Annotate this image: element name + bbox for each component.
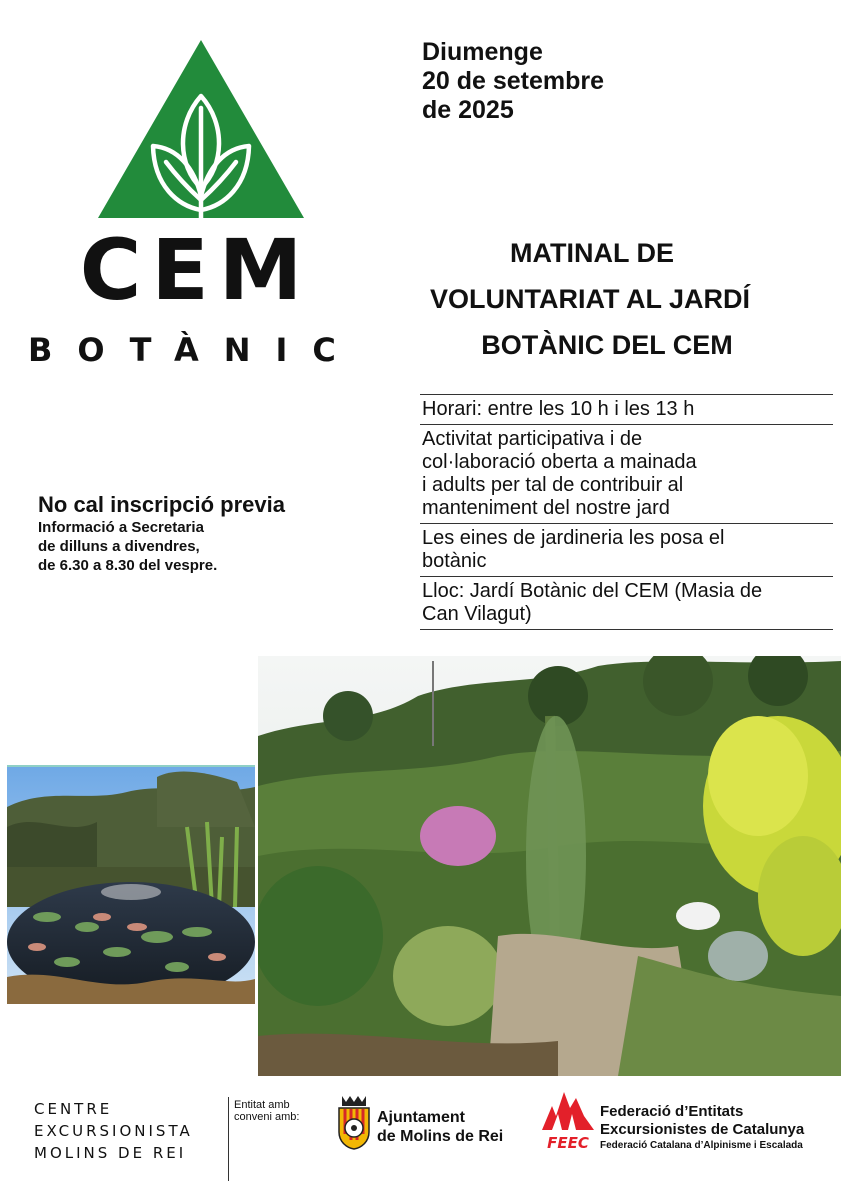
pond-photo	[7, 765, 255, 1004]
ajuntament-shield-icon	[336, 1094, 372, 1150]
info-table	[420, 394, 833, 630]
conveni-line: conveni amb:	[234, 1111, 300, 1123]
title-line: MATINAL DE	[510, 238, 674, 268]
feec-abbr: FEEC	[547, 1134, 589, 1152]
cem-footer-name	[34, 1098, 193, 1164]
ajuntament-line: de Molins de Rei	[377, 1128, 504, 1145]
activity-text: Activitat participativa i de	[422, 428, 643, 450]
garden-photo	[258, 656, 841, 1076]
ajuntament-line: Ajuntament	[377, 1109, 465, 1126]
date-line: 20 de setembre	[422, 67, 605, 95]
footer-line: MOLINS DE REI	[34, 1144, 187, 1162]
logo-wordmark: CEM	[79, 221, 313, 319]
tools-row	[420, 523, 833, 576]
tools-text: botànic	[422, 550, 487, 572]
footer-line: CENTRE	[34, 1100, 113, 1118]
footer-divider	[228, 1097, 229, 1181]
activity-text: i adults per tal de contribuir al	[422, 474, 684, 496]
registration-title: No cal inscripció previa	[38, 492, 285, 517]
conveni-label	[234, 1099, 299, 1123]
schedule-row	[420, 394, 833, 424]
registration-line: de 6.30 a 8.30 del vespre.	[38, 557, 218, 574]
schedule-text: Horari: entre les 10 h i les 13 h	[422, 398, 695, 420]
ajuntament-name	[377, 1108, 503, 1146]
logo-subtitle: BOTÀNIC	[28, 331, 361, 369]
place-text: Can Vilagut)	[422, 603, 532, 625]
footer-line: EXCURSIONISTA	[34, 1122, 193, 1140]
feec-line: Federació Catalana d’Alpinisme i Escalada	[600, 1140, 803, 1151]
date-line: Diumenge	[422, 38, 543, 66]
place-row	[420, 576, 833, 630]
conveni-line: Entitat amb	[234, 1099, 290, 1111]
activity-text: manteniment del nostre jard	[422, 497, 670, 519]
title-line: VOLUNTARIAT AL JARDÍ	[430, 284, 750, 314]
event-date	[422, 38, 604, 125]
registration-line: de dilluns a divendres,	[38, 538, 200, 555]
tools-text: Les eines de jardineria les posa el	[422, 527, 725, 549]
activity-text: col·laboració oberta a mainada	[422, 451, 697, 473]
cem-botanic-logo-icon	[96, 38, 306, 220]
date-line: de 2025	[422, 96, 514, 124]
event-title	[410, 230, 770, 368]
title-line: BOTÀNIC DEL CEM	[481, 330, 733, 360]
registration-info	[38, 492, 285, 575]
registration-line: Informació a Secretaria	[38, 519, 204, 536]
activity-row	[420, 424, 833, 523]
feec-logo-icon	[538, 1086, 598, 1152]
feec-line: Excursionistes de Catalunya	[600, 1121, 805, 1138]
place-text: Lloc: Jardí Botànic del CEM (Masia de	[422, 580, 763, 602]
feec-line: Federació d’Entitats	[600, 1103, 744, 1120]
feec-name	[600, 1103, 804, 1153]
